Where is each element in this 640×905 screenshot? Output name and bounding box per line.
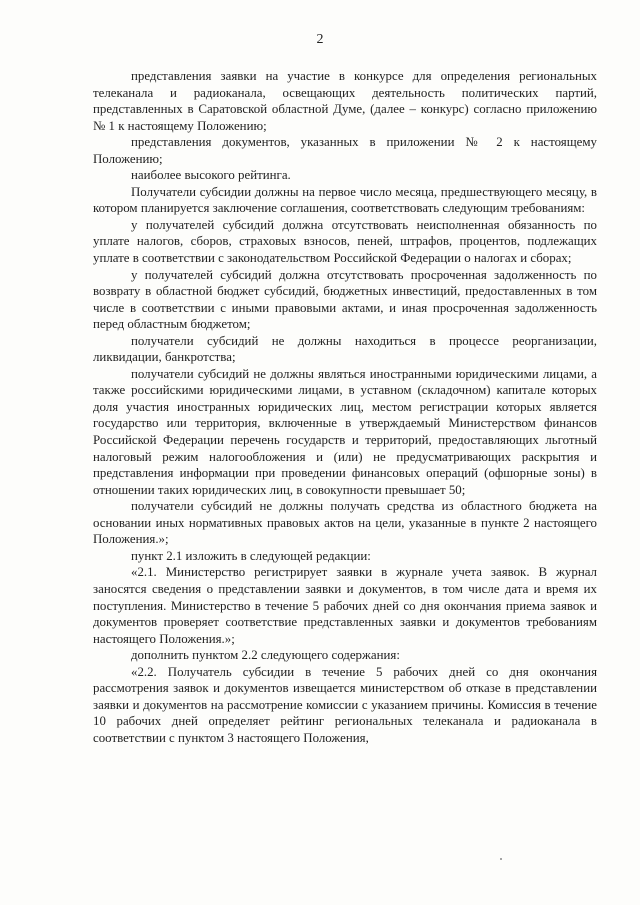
scan-speck <box>500 858 502 860</box>
paragraph-6: у получателей субсидий должна отсутствовать просроченная задолженность по возврату в областной бюджет субсидий, бюджетных инвестиций, предоставленных в том числе в соответствии с иными правовыми актами, и иная просроченная задолженность перед областным бюджетом; <box>93 267 597 332</box>
paragraph-12: дополнить пунктом 2.2 следующего содержания: <box>131 648 400 663</box>
paragraph-8: получатели субсидий не должны являться иностранными юридическими лицами, а также российскими юридическими лицами, в уставном (складочном) капитале которых доля участия иностранных юридических лиц, местом регистрации которых является государство или территория, включенные в утверждаемый Министерством финансов Российской Федерации перечень государств и территорий, предоставляющих льготный налоговый режим налогообложения и (или) не предусматривающих раскрытия и представления информации при проведении финансовых операций (офшорные зоны) в отношении таких юридических лиц, в совокупности превышает 50; <box>93 366 597 497</box>
paragraph-13: «2.2. Получатель субсидии в течение 5 рабочих дней со дня окончания рассмотрения заявок и документов извещается министерством об отказе в представлении заявки и документов на рассмотрение комиссии с указанием причины. Комиссия в течение 10 рабочих дней определяет рейтинг региональных телеканала и радиоканала в соответствии с пунктом 3 настоящего Положения, <box>93 664 597 745</box>
document-body <box>93 68 597 746</box>
paragraph-1: представления заявки на участие в конкурсе для определения региональных телеканала и радиоканала, освещающих деятельность политических партий, представленных в Саратовской областной Думе, (далее – конкурс) согласно приложению № 1 к настоящему Положению; <box>93 69 597 133</box>
paragraph-7: получатели субсидий не должны находиться в процессе реорганизации, ликвидации, банкротства; <box>93 333 597 365</box>
paragraph-11: «2.1. Министерство регистрирует заявки в журнале учета заявок. В журнал заносятся сведения о представлении заявки и документов, в том числе дата и время их поступления. Министерство в течение 5 рабочих дней со дня окончания приема заявок и документов проверяет соответствие представленных заявки и документов требованиям настоящего Положения.»; <box>93 565 597 646</box>
page-number: 2 <box>316 32 324 47</box>
paragraph-3: наиболее высокого рейтинга. <box>131 168 291 183</box>
paragraph-4: Получатели субсидии должны на первое число месяца, предшествующего месяцу, в котором планируется заключение соглашения, соответствовать следующим требованиям: <box>93 184 597 216</box>
paragraph-5: у получателей субсидий должна отсутствовать неисполненная обязанность по уплате налогов, сборов, страховых взносов, пеней, штрафов, процентов, подлежащих уплате в соответствии с законодательством Российской Федерации о налогах и сборах; <box>93 217 597 266</box>
paragraph-9: получатели субсидий не должны получать средства из областного бюджета на основании иных нормативных правовых актов на цели, указанные в пункте 2 настоящего Положения.»; <box>93 499 597 547</box>
paragraph-10: пункт 2.1 изложить в следующей редакции: <box>131 548 371 563</box>
paragraph-2: представления документов, указанных в приложении № 2 к настоящему Положению; <box>93 135 597 166</box>
